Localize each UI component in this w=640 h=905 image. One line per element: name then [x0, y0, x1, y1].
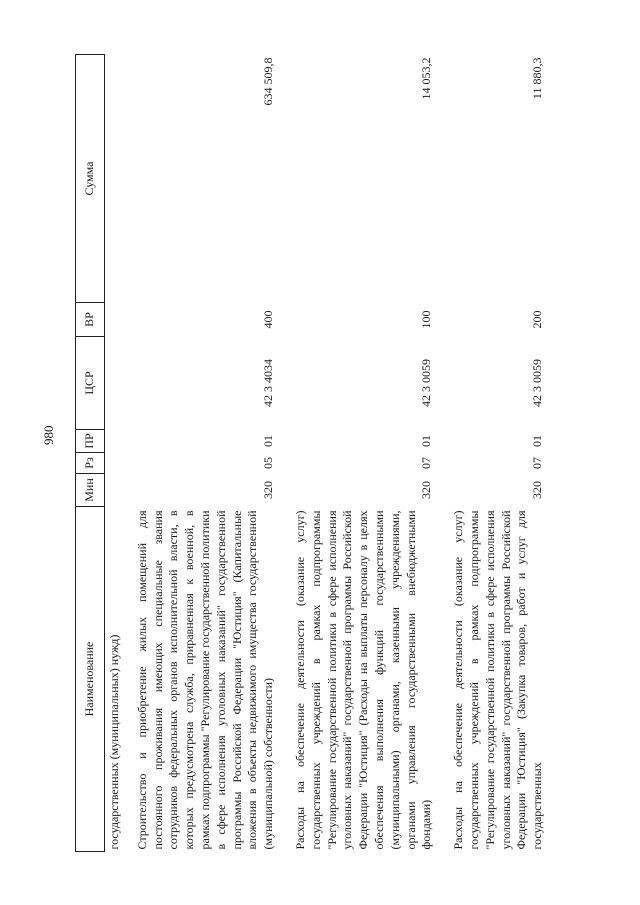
header-sum: Сумма [76, 55, 105, 303]
row-sum: 14 053,2 [419, 57, 434, 100]
rotated-page-content [75, 55, 595, 852]
row-rz: 05 [261, 457, 276, 469]
header-csr: ЦСР [76, 337, 105, 430]
page-number: 980 [41, 425, 56, 445]
table-row [445, 55, 556, 852]
header-min: Мин [76, 474, 105, 507]
row-csr: 42 3 4034 [261, 359, 276, 407]
row-name: Строительство и приобретение жилых помещений для постоянного проживания имеющих специальные звания сотрудников федеральных органов исполнительной власти, в которых предусмотрена служба, приравненная к военной, в рамках подпрограммы "Регулирование государственной политики в сфере исполнения уголовных наказаний" государственной программы Российской Федерации "Юстиция" (Капитальные вложения в объекты недвижимого имущества государственной (муниципальной) собственности) [134, 510, 276, 850]
row-name: Расходы на обеспечение деятельности (оказание услуг) государственных учреждений в рамках подпрограммы "Регулирование государственной политики в сфере исполнения уголовных наказаний" государственной программы Российской Федерации "Юстиция" (Закупка товаров, работ и услуг для государственных [451, 510, 545, 850]
row-min: 320 [419, 481, 434, 499]
row-rz: 07 [419, 457, 434, 469]
row-min: 320 [261, 481, 276, 499]
table-header-row [76, 55, 105, 852]
budget-table [75, 54, 556, 852]
row-pr: 01 [530, 435, 545, 447]
table-row [129, 55, 287, 852]
row-min: 320 [530, 481, 545, 499]
header-vr: ВР [76, 303, 105, 337]
row-pr: 01 [261, 435, 276, 447]
row-vr: 100 [419, 310, 434, 329]
continuation-text: государственных (муниципальных) нужд) [107, 634, 121, 850]
row-rz: 07 [530, 457, 545, 469]
row-vr: 200 [530, 310, 545, 329]
row-sum: 634 509,8 [261, 57, 276, 106]
row-vr: 400 [261, 310, 276, 329]
row-sum: 11 880,3 [530, 57, 545, 100]
header-rz: Рз [76, 453, 105, 474]
row-pr: 01 [419, 435, 434, 447]
row-csr: 42 3 0059 [530, 359, 545, 407]
header-pr: ПР [76, 430, 105, 453]
continuation-row [105, 55, 129, 852]
table-row [287, 55, 445, 852]
row-name: Расходы на обеспечение деятельности (оказание услуг) государственных учреждений в рамках подпрограммы "Регулирование государственной политики в сфере исполнения уголовных наказаний" государственной программы Российской Федерации "Юстиция" (Расходы на выплаты персоналу в целях обеспечения выполнения функций государственными (муниципальными) органами, казенными учреждениями, органами управления государственными внебюджетными фондами) [292, 510, 434, 850]
row-csr: 42 3 0059 [419, 359, 434, 407]
header-name: Наименование [76, 507, 105, 852]
